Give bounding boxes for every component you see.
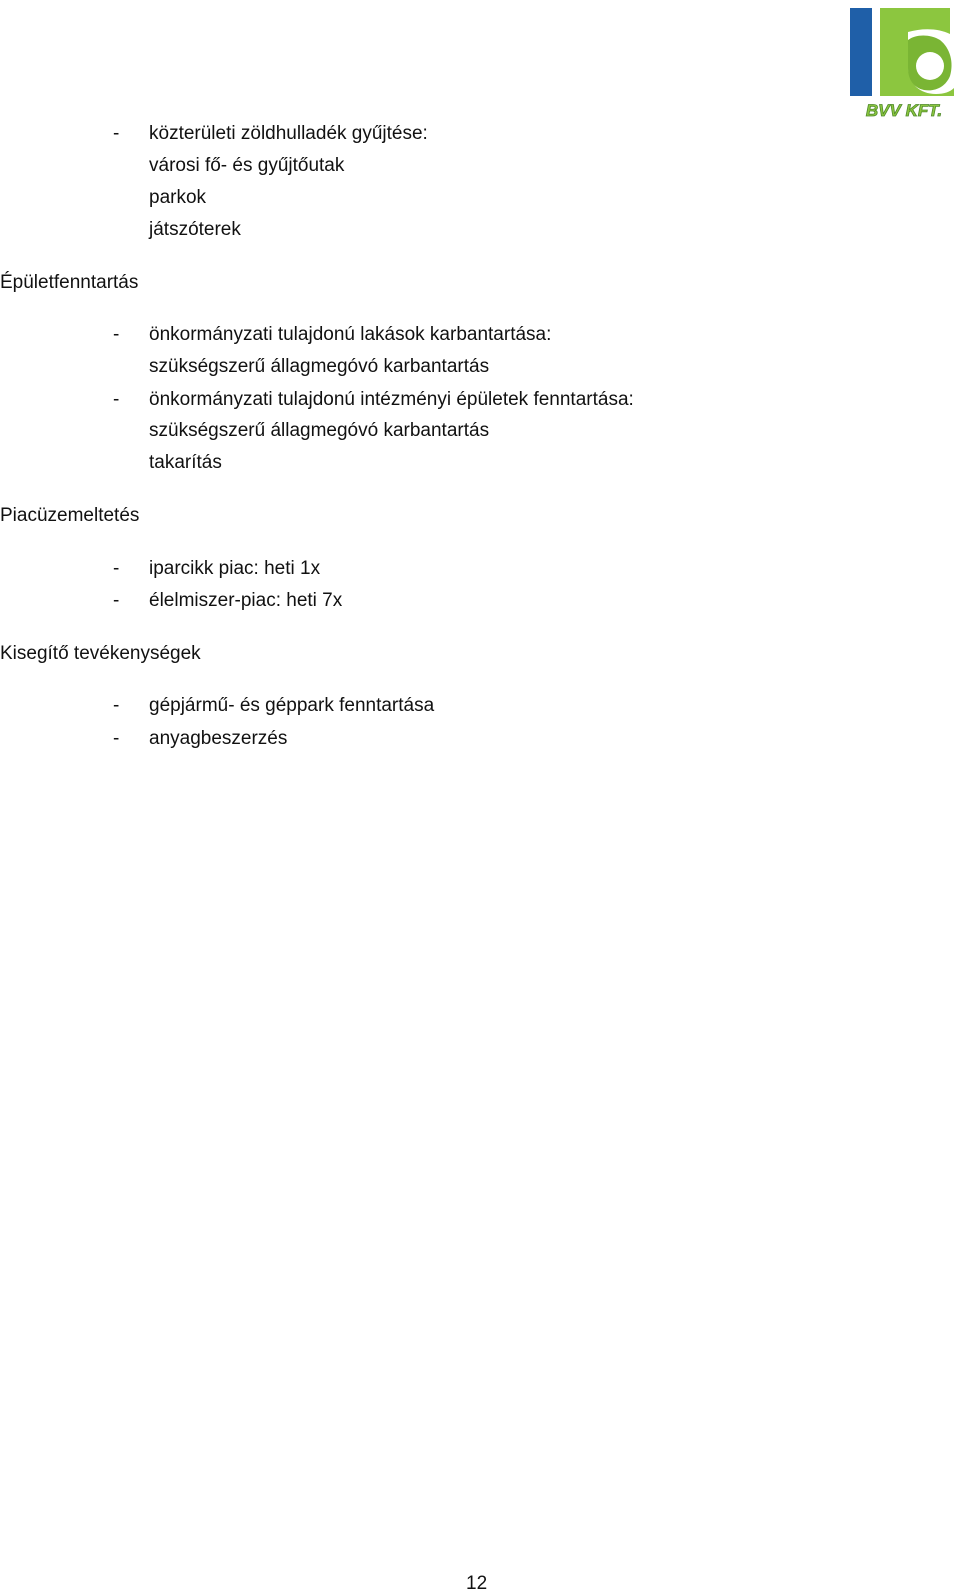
list-item: élelmiszer-piac: heti 7x (149, 590, 343, 611)
list-item: önkormányzati tulajdonú lakások karbantartása: (149, 324, 552, 345)
list-marker: - (113, 324, 120, 345)
list-marker: - (113, 695, 120, 716)
list-item: iparcikk piac: heti 1x (149, 558, 321, 579)
list-subitem: szükségszerű állagmegóvó karbantartás (149, 420, 490, 441)
list-subitem: parkok (149, 187, 207, 208)
list-subitem: játszóterek (149, 219, 241, 240)
page-number: 12 (466, 1573, 488, 1594)
list-marker: - (113, 728, 120, 749)
list-subitem: szükségszerű állagmegóvó karbantartás (149, 356, 490, 377)
list-item: anyagbeszerzés (149, 728, 288, 749)
list-marker: - (113, 123, 120, 144)
bvv-kft-logo (850, 6, 958, 122)
list-marker: - (113, 590, 120, 611)
list-subitem: városi fő- és gyűjtőutak (149, 155, 345, 176)
list-item: közterületi zöldhulladék gyűjtése: (149, 123, 428, 144)
section-heading: Épületfenntartás (0, 272, 139, 293)
section-heading: Kisegítő tevékenységek (0, 643, 201, 664)
list-marker: - (113, 389, 120, 410)
logo-text: BVV KFT. (865, 101, 943, 120)
list-item: önkormányzati tulajdonú intézményi épületek fenntartása: (149, 389, 634, 410)
list-marker: - (113, 558, 120, 579)
section-heading: Piacüzemeltetés (0, 505, 140, 526)
list-subitem: takarítás (149, 452, 222, 473)
list-item: gépjármű- és géppark fenntartása (149, 695, 435, 716)
